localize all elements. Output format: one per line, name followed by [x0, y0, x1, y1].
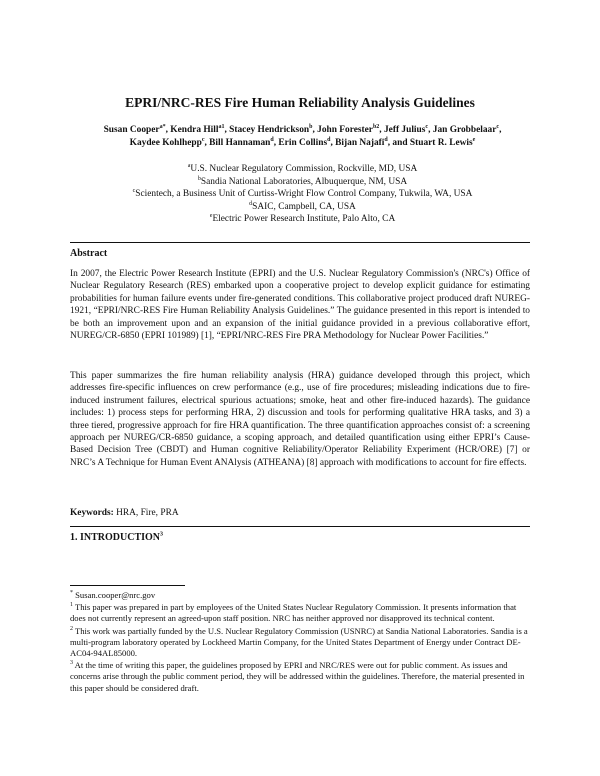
keywords-value: HRA, Fire, PRA — [113, 508, 179, 518]
section-divider — [70, 242, 530, 243]
author: Erin Collins$^d$ — [278, 136, 331, 148]
author: Jeff Julius$^c$ — [383, 123, 429, 135]
footnotes — [70, 590, 530, 695]
author: Susan Cooper$^{a*}$ — [103, 123, 166, 135]
introduction-heading: 1. INTRODUCTION$^3$ — [70, 531, 164, 543]
affiliation: $^b$Sandia National Laboratories, Albuquerque, NM, USA — [197, 175, 408, 187]
section-divider — [70, 526, 530, 527]
affiliation: $^e$Electric Power Research Institute, Palo Alto, CA — [209, 213, 396, 225]
paper-title: EPRI/NRC-RES Fire Human Reliability Analysis Guidelines — [125, 95, 475, 110]
author: Stacey Hendrickson$^b$ — [229, 123, 313, 135]
abstract-paragraph-1: In 2007, the Electric Power Research Institute (EPRI) and the U.S. Nuclear Regulatory Commission's (NRC's) Office of Nuclear Regulatory Research (RES) embarked upon a cooperative project to develop explicit guidance for estimating probabilities for human failure events under fire-generated conditions. This collaborative project produced draft NUREG-1921, “EPRI/NRC-RES Fire Human Reliability Analysis Guidelines.” The guidance presented in this report is intended to be both an improvement upon and an expansion of the initial guidance provided in a previous collaborative effort, NUREG/CR-6850 (EPRI 101989) [1], “EPRI/NRC-RES Fire PRA Methodology for Nuclear Power Facilities.” — [70, 269, 530, 342]
author: Bijan Najafi$^d$ — [335, 136, 388, 148]
affiliation: $^c$Scientech, a Business Unit of Curtiss-Wright Flow Control Company, Tukwila, WA, USA — [132, 188, 473, 200]
author-list: Susan Cooper$^{a*}$, Kendra Hill$^{a1}$, Stacey Hendrickson$^b$, John Forester$^{b2}$, Jeff Julius$^c$, Jan Grobbelaar$^c$, Kaydee Kohlhepp$^c$, Bill Hannaman$^d$, Erin Collins$^d$, Bijan Najafi$^d$, and Stuart R. Lewis$^e$ — [103, 123, 502, 148]
affiliation: $^a$U.S. Nuclear Regulatory Commission, Rockville, MD, USA — [187, 162, 418, 174]
footnote-rule — [70, 585, 185, 586]
author: John Forester$^{b2}$ — [317, 123, 380, 135]
keywords-label: Keywords: — [70, 508, 114, 518]
author: Jan Grobbelaar$^c$ — [432, 123, 500, 135]
footnote: $^3$ At the time of writing this paper, the guidelines proposed by EPRI and NRC/RES were out for public comment. As issues and concerns arise through the public comment period, they will be addressed within the guidelines. Therefore, the material presented in this paper should be considered draft. — [70, 660, 525, 693]
footnote: $^1$ This paper was prepared in part by employees of the United States Nuclear Regulatory Commission. It presents information that does not currently represent an agreed-upon staff position. NRC has neither approved nor disapproved its technical content. — [70, 602, 517, 624]
affiliation: $^d$SAIC, Campbell, CA, USA — [249, 200, 356, 212]
author: Kendra Hill$^{a1}$ — [170, 123, 225, 135]
abstract-paragraph-2: This paper summarizes the fire human reliability analysis (HRA) guidance developed through this project, which addresses fire-specific influences on crew performance (e.g., use of fire procedures; misleading indications due to fire-induced instrument failures, electrical spurious actuations; smoke, heat and other fire-induced hazards). The guidance includes: 1) process steps for performing HRA, 2) discussion and tools for performing qualitative HRA tasks, and 3) a three tiered, progressive approach for fire HRA quantification. The three quantification approaches consist of: a screening approach per NUREG/CR-6850 guidance, a scoping approach, and detailed quantification using either EPRI’s Cause-Based Decision Tree (CBDT) and Human cognitive Reliability/Operator Reliability Experiment (HCR/ORE) [7] or NRC’s A Technique for Human Event ANAlysis (ATHEANA) [8] approach with modifications to account for fire effects. — [70, 371, 530, 468]
abstract-heading: Abstract — [70, 248, 108, 259]
affiliation-list — [100, 163, 505, 226]
keywords — [70, 508, 179, 518]
author: Kaydee Kohlhepp$^c$ — [129, 136, 205, 148]
author: Bill Hannaman$^d$ — [209, 136, 274, 148]
footnote: $^2$ This work was partially funded by the U.S. Nuclear Regulatory Commission (USNRC) at Sandia National Laboratories. Sandia is a multi-program laboratory operated by Lockheed Martin Company, for the United States Department of Energy under Contract DE-AC04-94AL85000. — [70, 625, 528, 659]
author: Stuart R. Lewis$^e$ — [409, 136, 476, 148]
footnote: * Susan.cooper@nrc.gov — [70, 590, 156, 600]
